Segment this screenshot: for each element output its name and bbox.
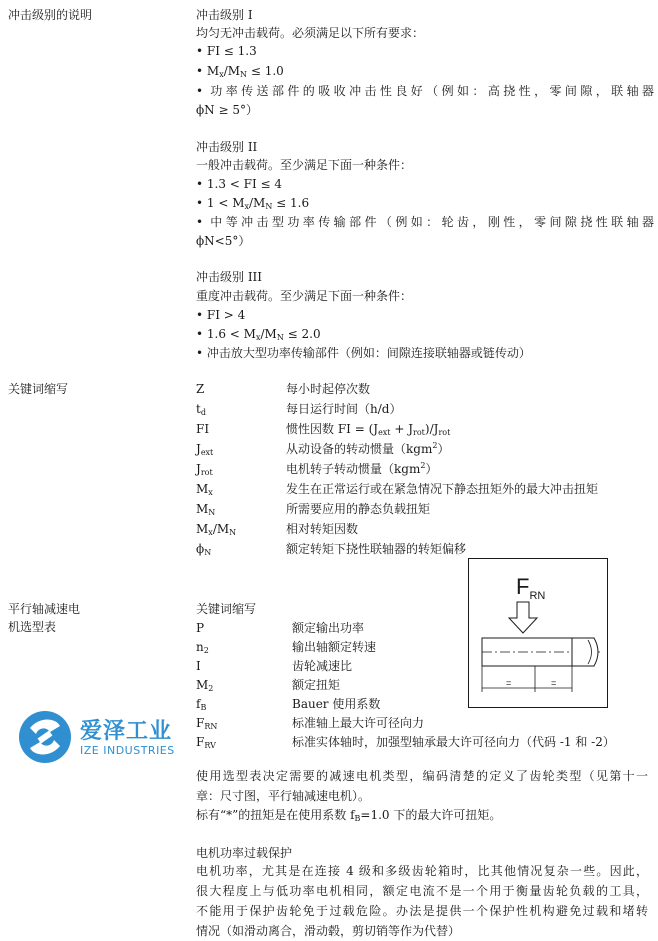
selection-note: 使用选型表决定需要的减速电机类型，编码清楚的定义了齿轮类型（见第十一 章：尺寸图，平行轴减速电机）。 (196, 769, 648, 803)
logo-name-cn: 爱泽工业 (80, 719, 173, 744)
company-logo (16, 708, 206, 768)
impact-class-3-desc: 重度冲击载荷。至少满足下面一种条件： (196, 289, 413, 303)
abbr-row-ratio: $M_x/M_N$ 相对转矩因数 (196, 522, 359, 537)
parallel-row-n2: $n_2$ 输出轴额定转速 (196, 640, 377, 655)
dim-right-equal: = (551, 678, 557, 688)
impact-class-3-bullet-2: • $1.6 < M_x/M_N \le 2.0$ (196, 327, 321, 342)
impact-class-3-heading: 冲击级别 III (196, 270, 263, 284)
diagram-frame (469, 559, 608, 708)
shaft-force-diagram (468, 558, 608, 708)
parallel-row-m2: $M_2$ 额定扭矩 (196, 678, 341, 693)
impact-class-1-desc: 均匀无冲击载荷。必须满足以下所有要求： (196, 26, 425, 40)
abbr-row-td: $t_d$ 每日运行时间（h/d） (196, 402, 402, 417)
abbr-row-phi: $\phi_N$ 额定转矩下挠性联轴器的转矩偏移 (196, 542, 467, 557)
parallel-row-frv: $F_{RV}$ 标准实体轴时，加强型轴承最大许可径向力（代码 -1 和 -2） (196, 735, 615, 750)
abbr-row-mn: $M_N$ 所需要应用的静态负载扭矩 (196, 502, 431, 517)
dim-left-equal: = (506, 678, 512, 688)
overload-title: 电机功率过载保护 (196, 846, 293, 860)
torque-note: 标有“*”的扭矩是在使用系数 $f_B=1.0$ 下的最大许可扭矩。 (196, 808, 502, 823)
force-label: $F_{RN}$ (516, 574, 546, 602)
impact-class-2-desc: 一般冲击载荷。至少满足下面一种条件： (196, 158, 413, 172)
abbr-row-jrot: $J_{rot}$ 电机转子转动惯量（kgm$^2$） (196, 461, 438, 477)
section-title-parallel-line1: 平行轴减速电 (8, 602, 81, 616)
impact-class-1-bullet-1: • FI ≤ 1.3 (196, 44, 257, 58)
section-title-parallel-line2: 机选型表 (8, 620, 57, 634)
abbr-row-jext: $J_{ext}$ 从动设备的转动惯量（kgm$^2$） (196, 441, 450, 457)
section-title-impact: 冲击级别的说明 (8, 8, 93, 22)
parallel-row-i: I 齿轮减速比 (196, 659, 353, 673)
abbr-row-mx: $M_x$ 发生在正常运行或在紧急情况下静态扭矩外的最大冲击扭矩 (196, 482, 599, 497)
abbr-row-z: Z 每小时起停次数 (196, 382, 371, 396)
impact-class-3-bullet-1: • FI > 4 (196, 308, 246, 322)
impact-class-2-bullet-3-line2: ϕN<5°） (196, 234, 251, 248)
parallel-keyword-heading: 关键词缩写 (196, 602, 257, 616)
parallel-row-p: P 额定输出功率 (196, 621, 365, 635)
shaft-end (572, 638, 598, 666)
impact-class-2-bullet-2: • $1 < M_x/M_N \le 1.6$ (196, 196, 310, 211)
parallel-row-fb: $f_B$ Bauer 使用系数 (196, 697, 381, 712)
impact-class-2-heading: 冲击级别 II (196, 140, 258, 154)
logo-name-en: IZE INDUSTRIES (80, 744, 175, 757)
impact-class-1-heading: 冲击级别 I (196, 8, 253, 22)
logo-emblem-icon (16, 708, 74, 766)
section-title-abbreviations: 关键词缩写 (8, 382, 69, 396)
impact-class-3-bullet-3: • 冲击放大型功率传输部件（例如：间隙连接联轴器或链传动） (196, 346, 531, 360)
abbreviation-list (196, 379, 656, 559)
impact-class-2-bullet-1: • 1.3 < FI ≤ 4 (196, 177, 283, 191)
impact-class-2-bullet-3-line1: • 中等冲击型功率传输部件（例如：轮齿，刚性，零间隙挠性联轴器 (196, 215, 654, 229)
impact-class-1-bullet-3-line2: ϕN ≥ 5°） (196, 103, 258, 117)
impact-class-1-bullet-3-line1: • 功率传送部件的吸收冲击性良好（例如：高挠性，零间隙，联轴器 (196, 84, 654, 98)
overload-paragraph: 电机功率，尤其是在连接 4 级和多级齿轮箱时，比其他情况复杂一些。因此， 很大程度上与低功率电机相同，额定电流不是一个用于衡量齿轮负载的工具， 不能用于保护齿轮免于过载危险。办法是提供一个保护性机构避免过载和堵转 情况（如滑动离合，滑动毂，剪切销等作为代替） (196, 864, 648, 938)
abbr-row-fi: FI 惯性因数 FI = $(J_{ext} + J_{rot})/J_{rot}$ (196, 422, 451, 437)
impact-class-1-bullet-2: • $M_x/M_N \le 1.0$ (196, 64, 284, 79)
parallel-row-frn: $F_{RN}$ 标准轴上最大许可径向力 (196, 716, 425, 731)
